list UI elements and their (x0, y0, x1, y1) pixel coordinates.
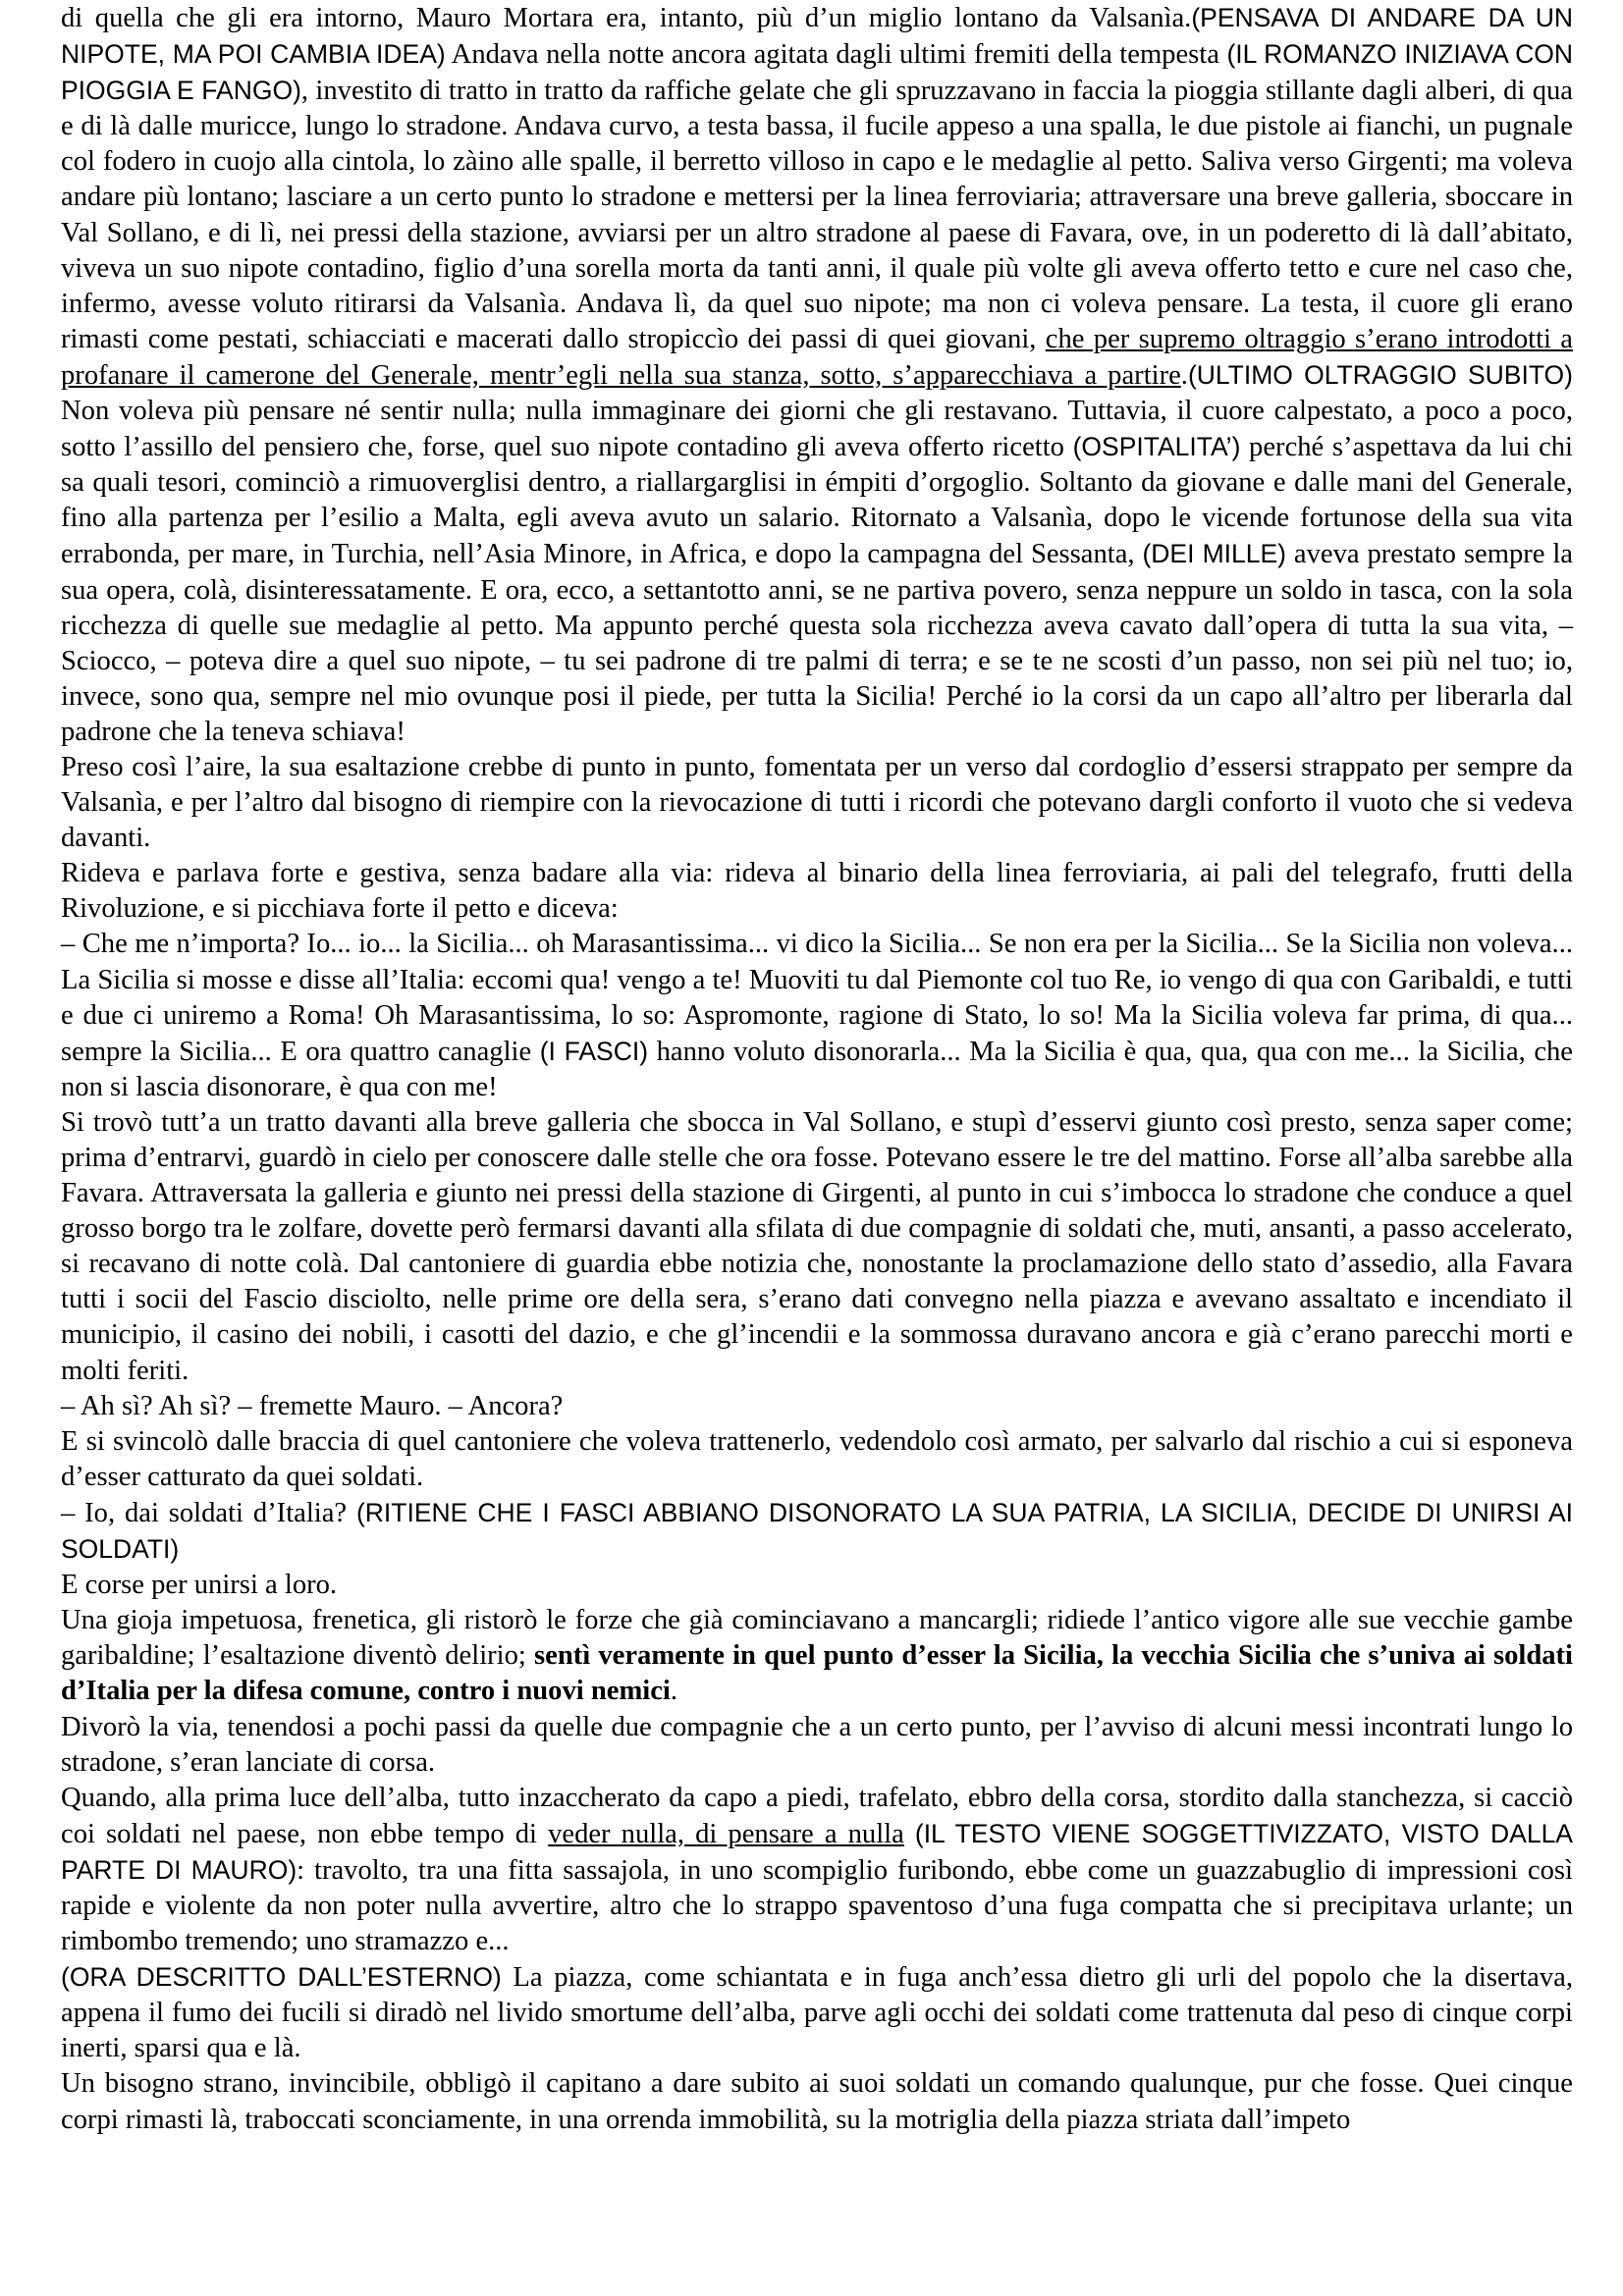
annotation: (IL TESTO VIENE SOGGETTIVIZZATO, VISTO DALLA PARTE DI MAURO) (61, 1818, 1573, 1885)
text-run: E corse per unirsi a loro. (61, 1570, 338, 1601)
text-run: di quella che gli era intorno, Mauro Mortara era, intanto, più d’un miglio lontano da Valsanìa. (61, 3, 1192, 33)
paragraph (61, 750, 1573, 856)
paragraph (61, 1568, 1573, 1603)
paragraph (61, 1781, 1573, 1959)
annotation: (PENSAVA DI ANDARE DA UN NIPOTE, MA POI CAMBIA IDEA) (61, 3, 1573, 70)
text-run: E si svincolò dalle braccia di quel cantoniere che voleva trattenerlo, vedendolo così armato, per salvarlo dal rischio a cui si esponeva d’esser catturato da quei soldati. (61, 1425, 1573, 1492)
text-run (904, 1819, 915, 1849)
paragraph (61, 1603, 1573, 1709)
paragraph (61, 856, 1573, 927)
paragraph (61, 1389, 1573, 1424)
paragraph (61, 1959, 1573, 2066)
text-run: , investito di tratto in tratto da raffiche gelate che gli spruzzavano in faccia la pioggia stillante dagli alberi, di qua e di là dalle muricce, lungo lo stradone. Andava curvo, a testa bassa, il fucile appeso a una spalla, le due pistole ai fianchi, un pugnale col fodero in cuojo alla cintola, lo zàino alle spalle, il berretto villoso in capo e le medaglie al petto. Saliva verso Girgenti; ma voleva andare più lontano; lasciare a un certo punto lo stradone e mettersi per la linea ferroviaria; attraversare una breve galleria, sboccare in Val Sollano, e di lì, nei pressi della stazione, avviarsi per un altro stradone al paese di Favara, ove, in un poderetto di là dall’abitato, viveva un suo nipote contadino, figlio d’una sorella morta da tanti anni, il quale più volte gli aveva offerto tetto e cure nel caso che, infermo, avesse voluto ritirarsi da Valsanìa. Andava lì, da quel suo nipote; ma non ci voleva pensare. La testa, il cuore gli erano rimasti come pestati, schiacciati e macerati dallo stropiccìo dei passi di quei giovani, (61, 76, 1573, 354)
paragraph (61, 1495, 1573, 1568)
paragraph (61, 0, 1573, 750)
bold-text: sentì veramente in quel punto d’esser la Sicilia, la vecchia Sicilia che s’univa ai soldati d’Italia per la difesa comune, contro i nuovi nemici (61, 1640, 1573, 1707)
text-run: . (1180, 359, 1188, 391)
paragraph (61, 1105, 1573, 1389)
text-run: . (670, 1676, 678, 1707)
text-run: Preso così l’aire, la sua esaltazione crebbe di punto in punto, fomentata per un verso dal cordoglio d’essersi strappato per sempre da Valsanìa, e per l’altro dal bisogno di riempire con la rievocazione di tutti i ricordi che potevano dargli conforto il vuoto che si vedeva davanti. (61, 751, 1573, 854)
text-run: perché s’aspettava da lui chi sa quali tesori, cominciò a rimuoverglisi dentro, a riallargarglisi in émpiti d’orgoglio. Soltanto da giovane e dalle mani del Generale, fino alla partenza per l’esilio a Malta, egli aveva avuto un salario. Ritornato a Valsanìa, dopo le vicende fortunose della sua vita errabonda, per mare, in Turchia, nell’Asia Minore, in Africa, e dopo la campagna del Sessanta, (61, 432, 1574, 570)
underlined-text: che per supremo oltraggio s’erano introdotti a profanare il camerone del Generale, mentr’egli nella sua stanza, sotto, s’apparecchiava a partire (61, 323, 1573, 391)
paragraph (61, 927, 1573, 1104)
text-run: Andava nella notte ancora agitata dagli ultimi fremiti della tempesta (445, 39, 1227, 71)
text-run: : travolto, tra una fitta sassajola, in uno scompiglio furibondo, ebbe come un guazzabuglio di impressioni così rapide e violente da non poter nulla avvertire, altro che lo strappo spaventoso d’una fuga compatta che si precipitava urlante; un rimbombo tremendo; uno stramazzo e... (61, 1854, 1573, 1957)
paragraph (61, 1710, 1573, 1781)
text-run: Rideva e parlava forte e gestiva, senza badare alla via: rideva al binario della linea ferroviaria, ai pali del telegrafo, frutti della Rivoluzione, e si picchiava forte il petto e diceva: (61, 858, 1573, 925)
text-run: Un bisogno strano, invincibile, obbligò il capitano a dare subito ai suoi soldati un comando qualunque, pur che fosse. Quei cinque corpi rimasti là, traboccati sconciamente, in una orrenda immobilità, su la motriglia della piazza striata dall’impeto (61, 2068, 1573, 2135)
document-page (61, 0, 1573, 2138)
text-run: hanno voluto disonorarla... Ma la Sicilia è qua, qua, qua con me... la Sicilia, che non si lascia disonorare, è qua con me! (61, 1036, 1573, 1102)
annotation: (ORA DESCRITTO DALL’ESTERNO) (61, 1962, 502, 1993)
text-run: aveva prestato sempre la sua opera, colà, disinteressatamente. E ora, ecco, a settantotto anni, se ne partiva povero, senza neppure un soldo in tasca, con la sola ricchezza di quelle sue medaglie al petto. Ma appunto perché questa sola ricchezza aveva cavato dall’opera di tutta la sua vita, – Sciocco, – poteva dire a quel suo nipote, – tu sei padrone di tre palmi di terra; e se te ne scosti d’un passo, non sei più nel tuo; io, invece, sono qua, sempre nel mio ovunque posi il piede, per tutta la Sicilia! Perché io la corsi da un capo all’altro per liberarla dal padrone che la teneva schiava! (61, 539, 1573, 747)
paragraph (61, 1424, 1573, 1495)
annotation: (IL ROMANZO INIZIAVA CON PIOGGIA E FANGO) (61, 39, 1573, 106)
text-run: Divorò la via, tenendosi a pochi passi da quelle due compagnie che a un certo punto, per l’avviso di alcuni messi incontrati lungo lo stradone, s’eran lanciate di corsa. (61, 1711, 1573, 1778)
annotation: (DEI MILLE) (1142, 539, 1286, 569)
underlined-text: veder nulla, di pensare a nulla (548, 1818, 904, 1849)
annotation: (OSPITALITA’) (1072, 432, 1241, 462)
text-run: La piazza, come schiantata e in fuga anch’essa dietro gli urli del popolo che la disertava, appena il fumo dei fucili si diradò nel livido smortume dell’alba, parve agli occhi dei soldati come trattenuta dal peso di cinque corpi inerti, sparsi qua e là. (61, 1962, 1573, 2064)
paragraph (61, 2066, 1573, 2137)
text-run: Si trovò tutt’a un tratto davanti alla breve galleria che sbocca in Val Sollano, e stupì d’esservi giunto così presto, senza saper come; prima d’entrarvi, guardò in cielo per conoscere dalle stelle che ora fosse. Potevano essere le tre del mattino. Forse all’alba sarebbe alla Favara. Attraversata la galleria e giunto nei pressi della stazione di Girgenti, al punto in cui s’imbocca lo stradone che conduce a quel grosso borgo tra le zolfare, dovette però fermarsi davanti alla sfilata di due compagnie di soldati che, muti, ansanti, a passo accelerato, si recavano di notte colà. Dal cantoniere di guardia ebbe notizia che, nonostante la proclamazione dello stato d’assedio, alla Favara tutti i socii del Fascio disciolto, nelle prime ore della sera, s’erano dati convegno nella piazza e avevano assaltato e incendiato il municipio, il casino dei nobili, i casotti del dazio, e che gl’incendii e la sommossa duravano ancora e già c’erano parecchi morti e molti feriti. (61, 1106, 1573, 1386)
annotation: (ULTIMO OLTRAGGIO SUBITO) (1187, 359, 1573, 390)
text-run: Quando, alla prima luce dell’alba, tutto inzaccherato da capo a piedi, trafelato, ebbro della corsa, stordito dalla stanchezza, si cacciò coi soldati nel paese, non ebbe tempo di (61, 1782, 1573, 1849)
text-run: Una gioja impetuosa, frenetica, gli ristorò le forze che già cominciavano a mancargli; ridiede l’antico vigore alle sue vecchie gambe garibaldine; l’esaltazione diventò delirio; (61, 1605, 1573, 1672)
text-run: – Ah sì? Ah sì? – fremette Mauro. – Ancora? (61, 1390, 564, 1421)
text-run: – Che me n’importa? Io... io... la Sicilia... oh Marasantissima... vi dico la Sicilia... Se non era per la Sicilia... Se la Sicilia non voleva... La Sicilia si mosse e disse all’Italia: eccomi qua! vengo a te! Muoviti tu dal Piemonte col tuo Re, io vengo di qua con Garibaldi, e tutti e due ci uniremo a Roma! Oh Marasantissima, lo so: Aspromonte, ragione di Stato, lo so! Ma la Sicilia voleva far prima, di qua... sempre la Sicilia... E ora quattro canaglie (61, 929, 1573, 1067)
annotation: (RITIENE CHE I FASCI ABBIANO DISONORATO LA SUA PATRIA, LA SICILIA, DECIDE DI UNIRSI AI SOLDATI) (61, 1497, 1573, 1565)
text-run: – Io, dai soldati d’Italia? (61, 1497, 356, 1528)
text-run: Non voleva più pensare né sentir nulla; nulla immaginare dei giorni che gli restavano. Tuttavia, il cuore calpestato, a poco a poco, sotto l’assillo del pensiero che, forse, quel suo nipote contadino gli aveva offerto ricetto (61, 396, 1573, 463)
annotation: (I FASCI) (539, 1036, 649, 1066)
